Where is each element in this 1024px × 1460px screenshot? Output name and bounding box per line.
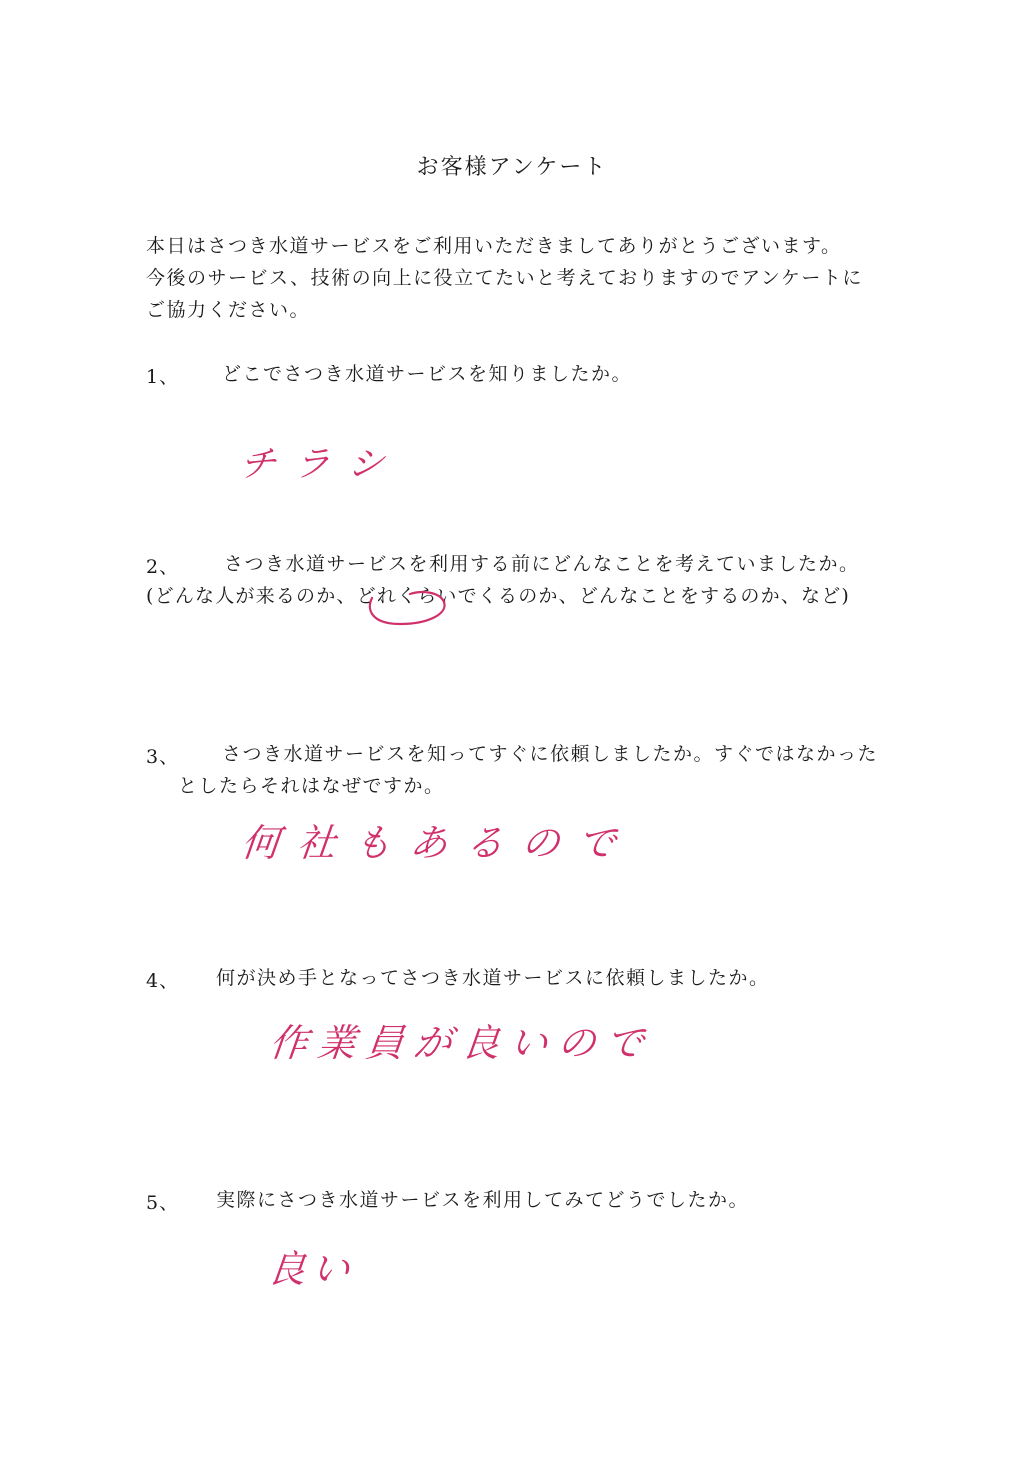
page-title: お客様アンケート (416, 155, 608, 180)
handwritten-answer: チラシ (237, 444, 404, 485)
question-text: 何が決め手となってさつき水道サービスに依頼しましたか。 (216, 967, 770, 989)
question-text: どこでさつき水道サービスを知りましたか。 (222, 363, 633, 385)
question-text: 実際にさつき水道サービスを利用してみてどうでしたか。 (216, 1189, 750, 1211)
question-text-continued: としたらそれはなぜですか。 (178, 775, 445, 797)
handwritten-circle-mark (362, 584, 452, 632)
intro-paragraph (146, 230, 906, 326)
question-subtext: (どんな人が来るのか、どれくらいでくるのか、どんなことをするのか、など) (146, 585, 851, 607)
intro-line: ご協力ください。 (146, 299, 311, 321)
question-text: さつき水道サービスを利用する前にどんなことを考えていましたか。 (224, 553, 860, 575)
question-text: さつき水道サービスを知ってすぐに依頼しましたか。すぐではなかった (222, 743, 879, 765)
handwritten-answer: 作業員が良いので (267, 1021, 656, 1065)
intro-line: 今後のサービス、技術の向上に役立てたいと考えておりますのでアンケートに (146, 267, 863, 289)
question-number: 3、 (146, 746, 180, 768)
question-number: 4、 (146, 970, 180, 992)
question-number: 5、 (146, 1192, 180, 1214)
question-number: 2、 (146, 556, 180, 578)
handwritten-answer: 何社もあるので (239, 821, 636, 865)
intro-line: 本日はさつき水道サービスをご利用いただきましてありがとうございます。 (146, 235, 842, 257)
handwritten-answer: 良い (265, 1247, 358, 1291)
question-number: 1、 (146, 366, 180, 388)
